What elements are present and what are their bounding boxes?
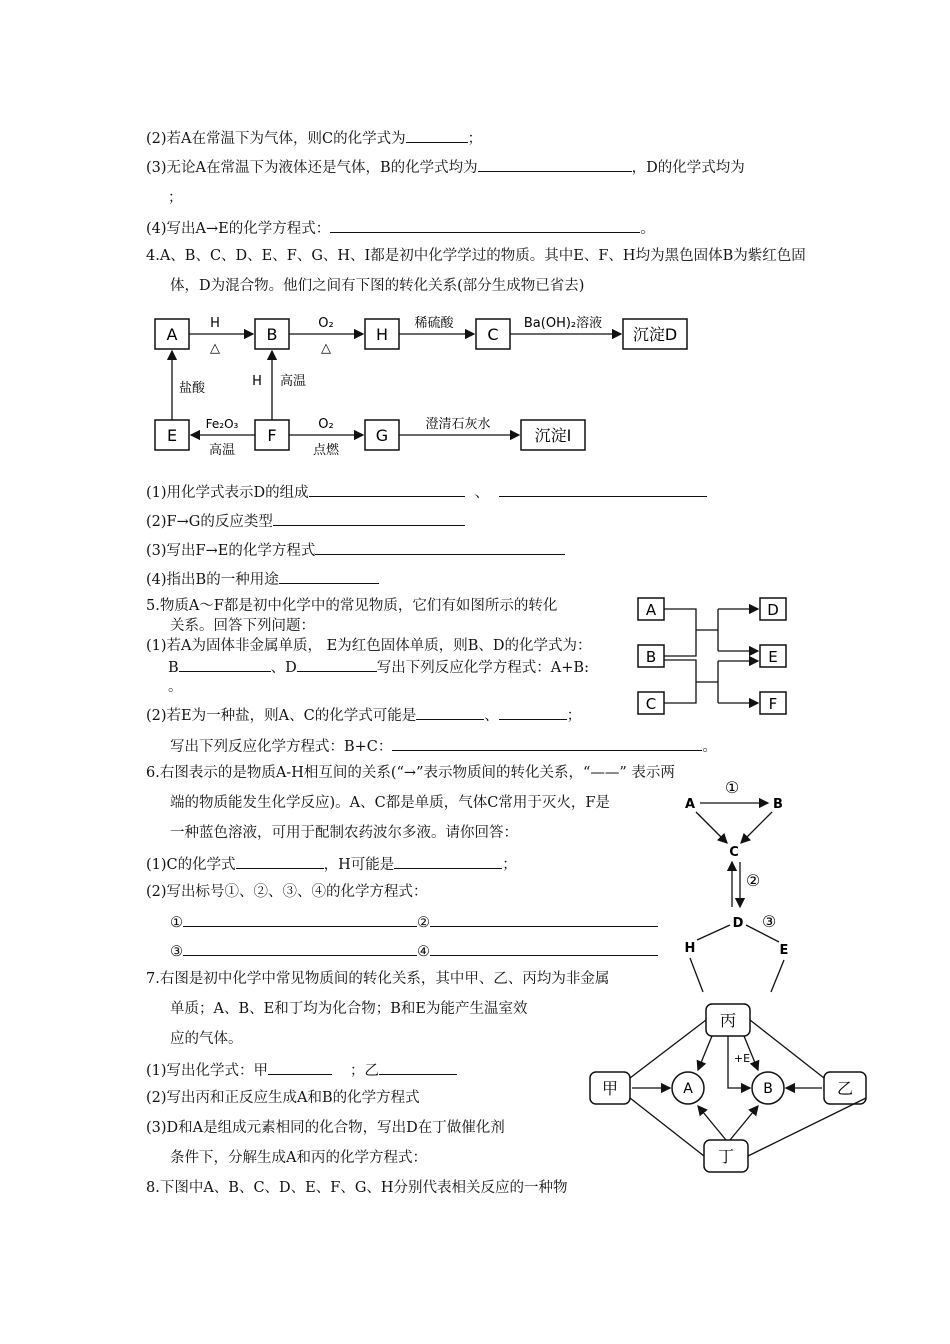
q7-sub1: (1)写出化学式：甲 ；乙 — [146, 1060, 457, 1080]
q3-sub4: (4)写出A→E的化学方程式： 。 — [146, 218, 655, 238]
label-high-temp-v: 高温 — [279, 374, 307, 389]
node-b: B — [773, 797, 783, 812]
circled-3: ③ — [761, 912, 777, 931]
q3-sub3-cont: ； — [168, 190, 183, 206]
q8-stem: 8.下图中A、B、C、D、E、F、G、H分别代表相关反应的一种物 — [146, 1180, 568, 1196]
q6-sub1: (1)C的化学式 ，H可能是 ； — [146, 854, 517, 874]
q6-sub2: (2)写出标号①、②、③、④的化学方程式： — [146, 884, 428, 900]
node-a: A — [645, 601, 657, 619]
q4-sub4: (4)指出B的一种用途 — [146, 569, 379, 589]
link-jia-ding — [630, 1098, 704, 1156]
q6-stem-line1: 6.右图表示的是物质A-H相互间的关系(“→”表示物质间的转化关系，“——” 表示两 — [146, 765, 675, 781]
arrow-ding-a — [698, 1106, 726, 1140]
circled-2: ② — [745, 871, 761, 890]
label-heat-2: △ — [321, 341, 331, 356]
node-b: B — [645, 648, 657, 666]
label-dilute-acid: 稀硫酸 — [414, 316, 454, 331]
q3-sub3: (3)无论A在常温下为液体还是气体，B的化学式均为 ，D的化学式均为 — [146, 157, 745, 177]
node-c: C — [729, 845, 739, 860]
node-b: B — [763, 1081, 773, 1097]
node-a: A — [683, 1081, 693, 1097]
q4-sub3: (3)写出F→E的化学方程式 — [146, 540, 565, 560]
label-h-top: H — [210, 316, 220, 331]
q7-stem-line2: 单质；A、B、E和丁均为化合物；B和E为能产生温室效 — [170, 1001, 528, 1017]
node-f: F — [267, 426, 277, 445]
node-e: E — [768, 648, 778, 666]
node-e: E — [166, 426, 178, 445]
node-g: G — [375, 426, 389, 445]
label-fe2o3: Fe₂O₃ — [205, 417, 239, 431]
q5-sub1-line1: (1)若A为固体非金属单质， E为红色固体单质，则B、D的化学式为： — [146, 638, 592, 654]
q7-sub3-line1: (3)D和A是组成元素相同的化合物，写出D在丁做催化剂 — [146, 1120, 505, 1136]
node-d: 沉淀D — [632, 325, 678, 344]
label-heat-1: △ — [210, 341, 220, 356]
node-a: A — [684, 797, 696, 812]
label-plus-e: +E — [733, 1052, 751, 1065]
node-i: 沉淀I — [534, 426, 572, 445]
q6-stem-line3: 一种蓝色溶液，可用于配制农药波尔多液。请你回答： — [170, 825, 518, 841]
q6-eq-line2: ③ ④ — [170, 941, 658, 961]
q5-sub2b: 写出下列反应化学方程式：B+C： 。 — [170, 736, 717, 756]
node-bing: 丙 — [719, 1011, 737, 1030]
q4-sub1: (1)用化学式表示D的组成 、 — [146, 482, 707, 502]
node-d: D — [767, 601, 779, 619]
node-f: F — [768, 695, 778, 713]
node-ding: 丁 — [717, 1147, 735, 1166]
node-e: E — [779, 943, 789, 958]
label-o2-bottom: O₂ — [318, 417, 334, 432]
q7-stem-line3: 应的气体。 — [170, 1031, 243, 1047]
q6-eq-line1: ① ② — [170, 912, 658, 932]
q4-stem-line1: 4.A、B、C、D、E、F、G、H、I都是初中化学学过的物质。其中E、F、H均为黑色固体B为紫红色固 — [146, 248, 806, 264]
link-bing-yi — [750, 1020, 824, 1078]
link-yi-ding — [748, 1098, 866, 1156]
arrow-bing-a — [698, 1036, 712, 1070]
node-h: H — [684, 941, 696, 956]
node-c: C — [645, 695, 657, 713]
node-b: B — [266, 325, 278, 344]
q3-sub2: (2)若A在常温下为气体，则C的化学式为 ； — [146, 128, 482, 148]
label-ignite: 点燃 — [312, 443, 340, 458]
q5-sub1-line2: B 、D 写出下列反应化学方程式：A+B: — [168, 657, 589, 677]
q5-sub1-line3: 。 — [168, 679, 183, 695]
label-h-vertical: H — [252, 374, 262, 389]
arrow-ding-b — [730, 1106, 758, 1140]
q5-stem-line2: 关系。回答下列问题： — [170, 618, 315, 634]
link-bing-jia — [630, 1020, 706, 1078]
node-c: C — [487, 325, 499, 344]
q5-stem-line1: 5.物质A～F都是初中化学中的常见物质，它们有如图所示的转化 — [146, 598, 558, 614]
node-yi: 乙 — [836, 1079, 854, 1098]
node-d: D — [732, 916, 744, 931]
circled-1: ① — [724, 778, 740, 797]
label-o2-top: O₂ — [318, 316, 334, 331]
q7-sub3-line2: 条件下，分解生成A和丙的化学方程式： — [170, 1150, 427, 1166]
q7-stem-line1: 7.右图是初中化学中常见物质间的转化关系，其中甲、乙、丙均为非金属 — [146, 971, 610, 987]
q7-sub2: (2)写出丙和正反应生成A和B的化学方程式 — [146, 1090, 420, 1106]
node-a: A — [166, 325, 178, 344]
label-baoh2: Ba(OH)₂溶液 — [523, 316, 603, 331]
q6-stem-line2: 端的物质能发生化学反应)。A、C都是单质，气体C常用于灭火，F是 — [170, 795, 610, 811]
q5-sub2: (2)若E为一种盐，则A、C的化学式可能是 、 ； — [146, 705, 581, 725]
label-hcl: 盐酸 — [178, 381, 206, 396]
label-high-temp-h: 高温 — [208, 443, 236, 458]
node-h: H — [375, 325, 389, 344]
label-limewater: 澄清石灰水 — [425, 417, 491, 432]
node-jia: 甲 — [601, 1079, 619, 1098]
q4-sub2: (2)F→G的反应类型 — [146, 511, 465, 531]
q4-stem-line2: 体，D为混合物。他们之间有下图的转化关系(部分生成物已省去) — [170, 278, 585, 294]
